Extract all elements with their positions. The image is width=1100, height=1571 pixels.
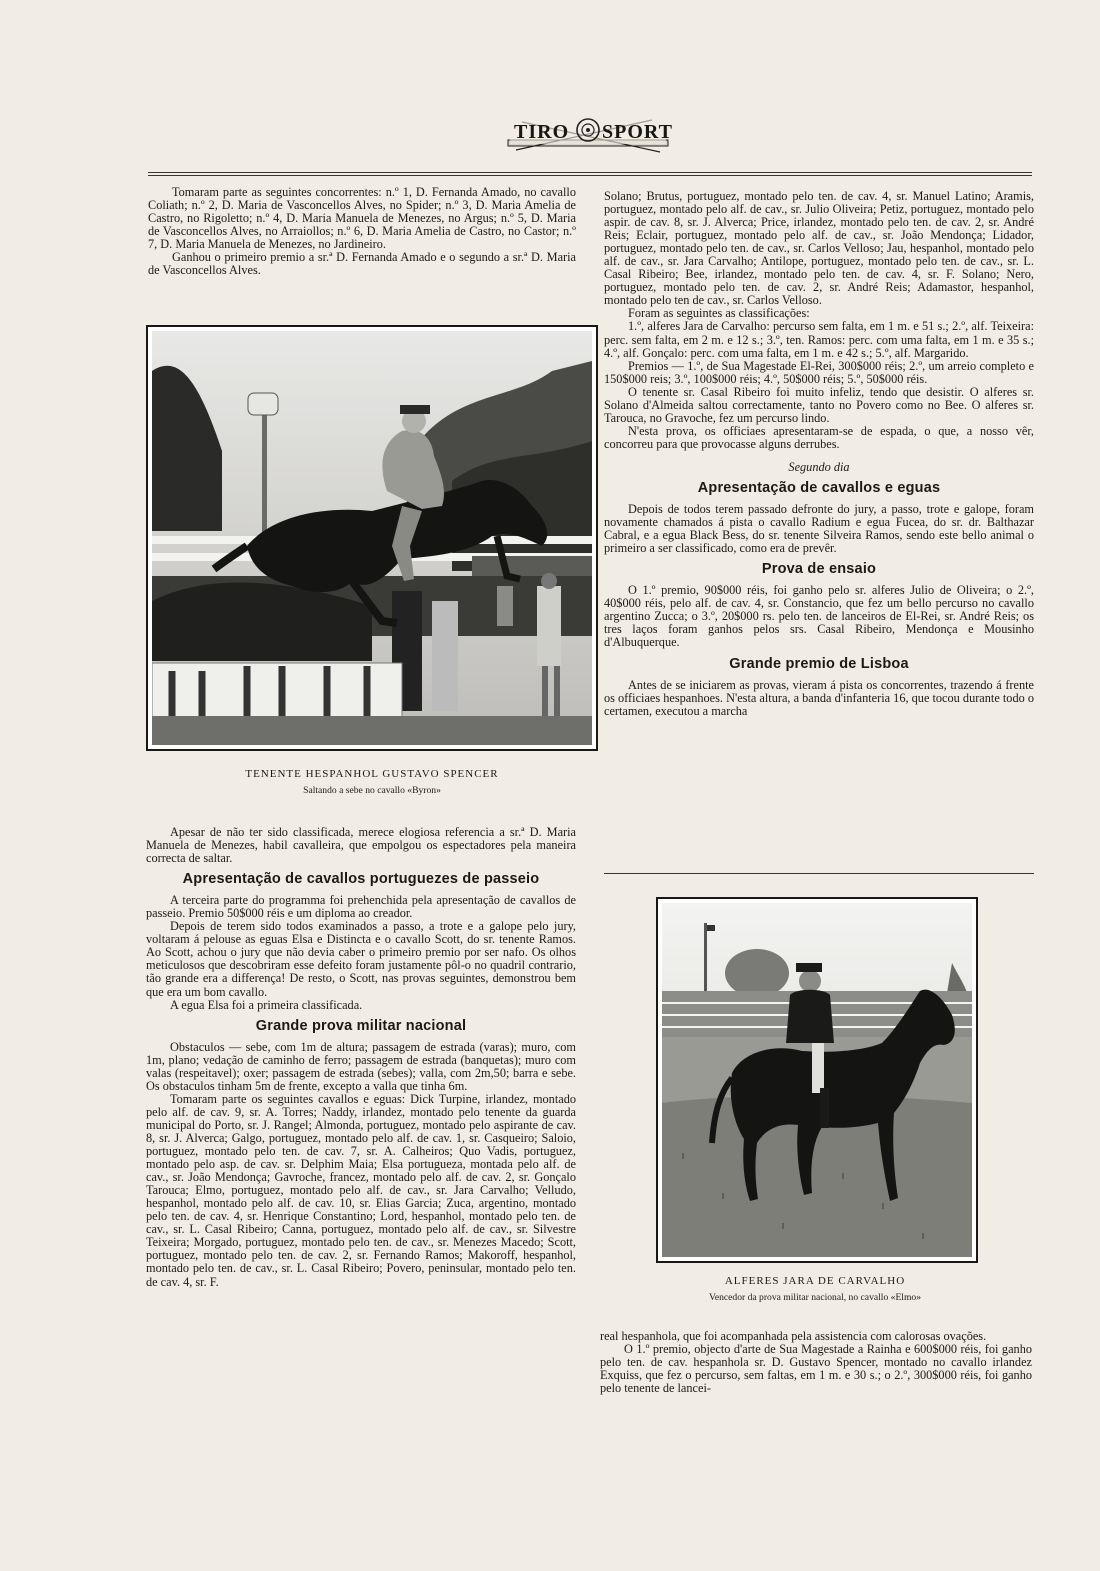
photo-jara-carvalho <box>656 897 978 1263</box>
paragraph: O tenente sr. Casal Ribeiro foi muito infeliz, tendo que desistir. O alferes sr. Solano d'Almeida saltou correctamente, tanto no Povero como no Bee. O alferes sr. Tarouca, no Gravoche, fez um percurso lindo. <box>604 384 1034 425</box>
paragraph: N'esta prova, os officiaes apresentaram-se de espada, o que, a nosso vêr, concorreu para que provocasse alguns derrubes. <box>604 423 1034 451</box>
photo2-caption-title: ALFERES JARA DE CARVALHO <box>724 1275 906 1287</box>
paragraph: A terceira parte do programma foi prehenchida pela apresentação de cavallos de passeio. Premio 50$000 réis e um diploma ao creador. <box>146 893 576 921</box>
photo1-caption-subtitle: Saltando a sebe no cavallo «Byron» <box>303 785 441 796</box>
paragraph: Tomaram parte os seguintes cavallos e eguas: Dick Turpine, irlandez, montado pelo alf. de cav. 9, sr. A. Torres; Naddy, irlandez, montado pelo tenente da guarda municipal do Porto, sr. J. Rangel; Almonda, portuguez, montado pelo aspirante de cav. 8, sr. J. Alverca; Galgo, portuguez, montado pelo alf. de cav. 1, sr. Casqueiro; Saloio, portuguez, montado pelo ten. de cav. 7, sr. A. Calheiros; Quo Vadis, portuguez, montado pelo asp. de cav. sr. Delphim Maia; Elsa portugueza, montada pelo alf. de cav., sr. João Mendonça; Gavroche, francez, montado pelo alf. de cav. 2, sr. Gonçalo Tarouca; Elmo, portuguez, montado pelo alf. de cav., sr. Jara Carvalho; Velludo, hespanhol, montado pelo alf. de cav. 10, sr. Elias Garcia; Zuca, argentino, montado pelo ten. de cav. 4, sr. Henrique Constantino; Lord, hespanhol, montado pelo ten. de cav., sr. L. Casal Ribeiro; Canna, portuguez, montado pelo alf. de cav., sr. Silvestre Teixeira; Morgado, portuguez, montado pelo ten. de cav., sr. Menezes Macedo; Scott, portuguez, montado pelo ten. de cav. 2, sr. Fernando Ramos; Makoroff, hespanhol, montado pelo ten. de cav., sr. L. Casal Ribeiro; Povero, peninsular, montado pelo ten. de cav. 4, sr. F. <box>146 1091 576 1289</box>
paragraph: O 1.º premio, 90$000 réis, foi ganho pelo sr. alferes Julio de Oliveira; o 2.º, 40$000 réis, pelo alf. de cav. 4, sr. Constancio, que fez um bello percurso no cavallo argentino Zucca; o 3.º, 20$000 rs. pelo ten. de lanceiros de El-Rei, sr. André Reis; os tres laços foram ganhos pelos srs. Casal Ribeiro, Mendonça e Mousinho d'Albuquerque. <box>604 583 1034 650</box>
header-rule-secondary <box>148 175 1032 176</box>
heading-cavallos-portuguezes: Apresentação de cavallos portuguezes de passeio <box>182 871 540 888</box>
paragraph: real hespanhola, que foi acompanhada pela assistencia com calorosas ovações. <box>600 1329 987 1343</box>
svg-text:TIRO: TIRO <box>514 121 570 143</box>
paragraph: Solano; Brutus, portuguez, montado pelo ten. de cav. 4, sr. Manuel Latino; Aramis, portuguez, montado pelo alf. de cav., sr. Julio Oliveira; Petiz, portuguez, montado pelo aspir. de cav. 8, sr. J. Alverca; Price, irlandez, montado pelo ten. de cav. 2, sr. André Reis; Eclair, portuguez, montado pelo alf. de cav., sr. João Mendonça; Lidador, portuguez, montado pelo ten. de cav., sr. Carlos Velloso; Jau, hespanhol, montado pelo alf. de cav., sr. Jara Carvalho; Antilope, portuguez, montado pelo ten. de cav., sr. L. Casal Ribeiro; Bee, irlandez, montado pelo ten. de cav. 4, sr. F. Solano; Nero, portuguez, montado pelo ten. de cav. 2, sr. André Reis; Adamastor, hespanhol, montado pelo ten de cav., sr. Carlos Velloso. <box>604 189 1034 308</box>
paragraph: Obstaculos — sebe, com 1m de altura; passagem de estrada (varas); muro, com 1m, plano; vedação de caminho de ferro; passagem de estrada (banquetas); muro com valas (respeitavel); oxer; passagem de estrada (sebes); valla, com 2m,50; barra e sebe. Os obstaculos tinham 5m de frente, excepto a valla que tinha 6m. <box>146 1039 576 1093</box>
heading-grande-premio: Grande premio de Lisboa <box>729 655 909 672</box>
photo1-caption-title: TENENTE HESPANHOL GUSTAVO SPENCER <box>245 768 499 780</box>
photo2-caption <box>650 1275 980 1303</box>
photo1-caption <box>146 768 598 796</box>
paragraph: Ganhou o primeiro premio a sr.ª D. Fernanda Amado e o segundo a sr.ª D. Maria de Vasconcellos Alves. <box>148 250 576 278</box>
paragraph: Apesar de não ter sido classificada, merece elogiosa referencia a sr.ª D. Maria Manuela de Menezes, habil cavalleira, que empolgou os espectadores pela maneira correcta de saltar. <box>146 825 576 866</box>
photo-spencer-jumping <box>146 325 598 751</box>
subheading-segundo-dia: Segundo dia <box>788 459 850 474</box>
paragraph: Foram as seguintes as classificações: <box>628 306 810 321</box>
paragraph: Antes de se iniciarem as provas, vieram á pista os concorrentes, trazendo á frente os officiaes hespanhoes. N'esta altura, a banda d'infanteria 16, que tocou durante todo o certamen, executou a marcha <box>604 677 1034 718</box>
column-rule <box>604 873 1034 874</box>
paragraph: A egua Elsa foi a primeira classificada. <box>170 997 363 1012</box>
right-main-text <box>604 190 1034 718</box>
heading-prova-ensaio: Prova de ensaio <box>761 561 877 578</box>
paragraph: Depois de todos terem passado defronte do jury, a passo, trote e galope, foram novamente chamados á pista o cavallo Radium e egua Fucea, do sr. dr. Balthazar Cabral, e a egua Black Bess, do sr. tenente Silveira Ramos, sendo este bello animal o primeiro a ser classificado, como era de prevêr. <box>604 502 1034 556</box>
left-intro-text <box>148 186 576 277</box>
masthead-logo <box>502 110 674 158</box>
left-main-text <box>146 826 576 1289</box>
paragraph: Premios — 1.º, de Sua Magestade El-Rei, 300$000 réis; 2.º, um arreio completo e 150$000 reis; 3.º, 100$000 réis; 4.º, 50$000 réis; 5.º, 50$000 réis. <box>604 358 1034 386</box>
right-bottom-text <box>600 1330 1032 1395</box>
heading-prova-militar: Grande prova militar nacional <box>255 1017 467 1034</box>
paragraph: Depois de terem sido todos examinados a passo, a trote e a galope pelo jury, voltaram á pelouse as eguas Elsa e Distincta e o cavallo Scott, do sr. tenente Ramos. Ao Scott, achou o jury que não devia caber o primeiro premio por ser nafo. Os olhos meticulosos que descobriram esse defeito foram justamente pôl-o no quadril contrario, tão grande era a differença! De resto, o Scott, nas provas seguintes, demonstrou bem que era um bom cavallo. <box>146 919 576 999</box>
paragraph: O 1.º premio, objecto d'arte de Sua Magestade a Rainha e 600$000 réis, foi ganho pelo ten. de cav. hespanhola sr. D. Gustavo Spencer, montado no cavallo irlandez Exquiss, que fez o percurso, sem faltas, em 1 m. e 30 s.; o 2.º, 300$000 réis, foi ganho pelo tenente de lancei- <box>600 1342 1032 1396</box>
heading-cavallos-eguas: Apresentação de cavallos e eguas <box>697 479 941 496</box>
svg-text:SPORT: SPORT <box>602 121 673 143</box>
header-rule <box>148 172 1032 173</box>
paragraph: 1.º, alferes Jara de Carvalho: percurso sem falta, em 1 m. e 51 s.; 2.º, alf. Teixeira: perc. sem falta, em 2 m. e 12 s.; 3.º, ten. Ramos: perc. com uma falta, em 1 m. e 35 s.; 4.º, alf. Gonçalo: perc. com uma falta, em 1 m. e 42 s.; 5.º, alf. Margarido. <box>604 319 1034 360</box>
photo2-caption-subtitle: Vencedor da prova militar nacional, no cavallo «Elmo» <box>708 1292 922 1303</box>
paragraph: Tomaram parte as seguintes concorrentes: n.º 1, D. Fernanda Amado, no cavallo Coliath; n.º 2, D. Maria de Vasconcellos Alves, no Spider; n.º 3, D. Maria Amelia de Castro, no Rigoletto; n.º 4, D. Maria Manuela de Menezes, no Argus; n.º 5, D. Maria de Vasconcellos Alves, no Arraiollos; n.º 6, D. Maria Amelia de Castro, no Castor; n.º 7, D. Maria Manuela de Menezes, no Jardineiro. <box>148 185 576 252</box>
